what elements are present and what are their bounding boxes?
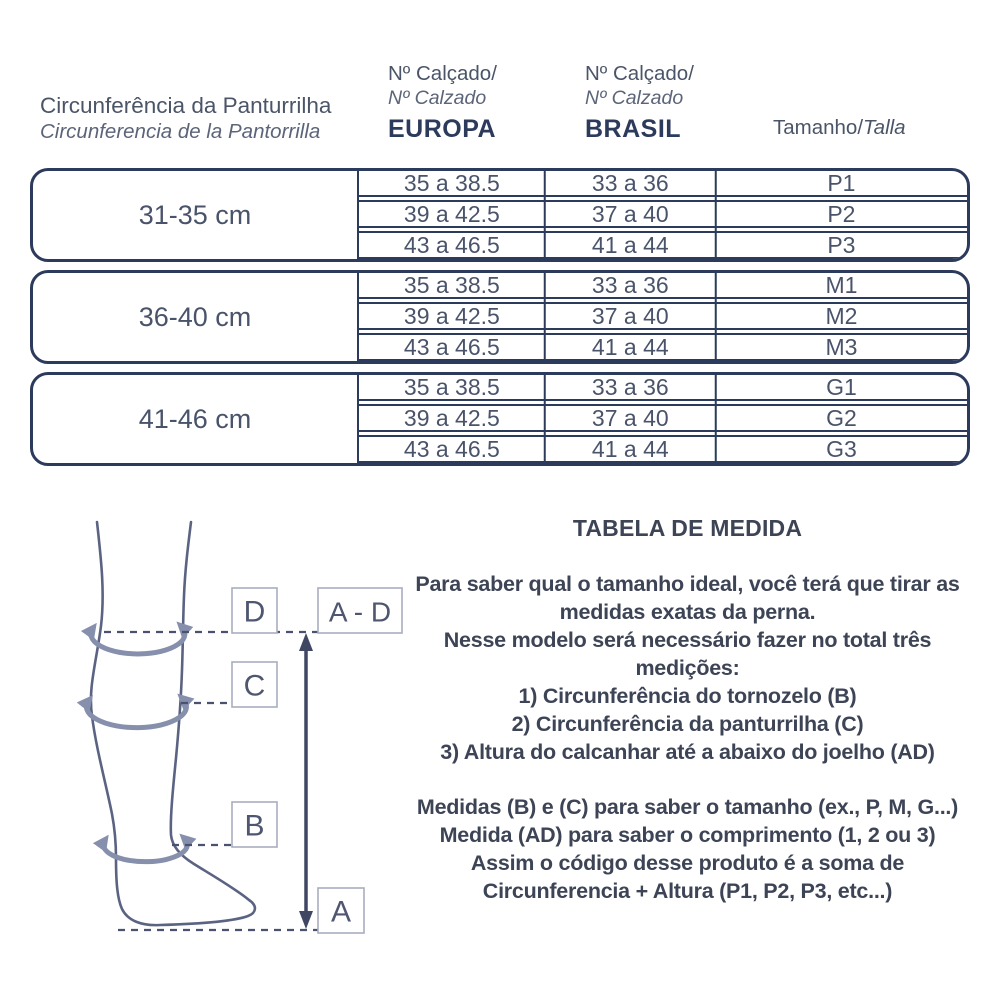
instructions-note-2: Medida (AD) para saber o comprimento (1, 2 ou 3) xyxy=(439,823,936,848)
brazil-shoe-range: 37 a 40 xyxy=(591,200,669,227)
size-code: M1 xyxy=(825,271,858,298)
size-label-es: Talla xyxy=(863,116,906,139)
table-row xyxy=(359,404,967,432)
label-a-d: A - D xyxy=(328,596,392,628)
size-code: G3 xyxy=(826,435,857,462)
arrow-up-icon xyxy=(299,633,313,651)
column-header-size xyxy=(773,116,906,140)
column-divider xyxy=(715,375,718,463)
table-row xyxy=(359,171,967,197)
size-code: G1 xyxy=(826,373,857,400)
spacer xyxy=(400,766,975,794)
europe-shoe-range: 43 a 46.5 xyxy=(403,231,500,258)
label-box-c xyxy=(232,662,277,707)
label-b: B xyxy=(244,809,265,843)
column-divider xyxy=(715,273,718,361)
europe-shoe-range: 43 a 46.5 xyxy=(403,435,500,462)
brazil-shoe-range: 41 a 44 xyxy=(591,231,669,258)
label-d: D xyxy=(243,595,266,629)
column-header-shoe-brazil xyxy=(585,62,694,144)
label-box-b xyxy=(232,802,277,847)
europe-shoe-range: 35 a 38.5 xyxy=(403,169,500,196)
measurement-instructions xyxy=(400,514,975,906)
size-code: G2 xyxy=(826,404,857,431)
instructions-intro-1: Para saber qual o tamanho ideal, você terá que tirar as medidas exatas da perna. xyxy=(415,571,960,624)
label-box-a xyxy=(318,888,364,933)
europe-shoe-range: 39 a 42.5 xyxy=(403,404,500,431)
circumference-arrow-icon xyxy=(91,626,185,654)
brazil-shoe-range: 37 a 40 xyxy=(591,302,669,329)
measurement-step-2: 2) Circunferência da panturrilha (C) xyxy=(511,711,864,736)
size-code: P2 xyxy=(827,200,856,227)
size-group-large xyxy=(30,372,970,466)
arrow-down-icon xyxy=(299,911,313,929)
table-row xyxy=(359,333,967,361)
shoe-size-label-pt: Nº Calçado/ xyxy=(585,62,694,85)
label-box-a-d xyxy=(318,588,402,633)
label-c: C xyxy=(243,669,266,703)
brazil-shoe-range: 41 a 44 xyxy=(591,333,669,360)
size-code: M3 xyxy=(825,333,858,360)
shoe-size-label-es: Nº Calzado xyxy=(388,86,487,109)
europe-shoe-range: 39 a 42.5 xyxy=(403,302,500,329)
shoe-size-label-es: Nº Calzado xyxy=(585,86,684,109)
size-code: M2 xyxy=(825,302,858,329)
brazil-shoe-range: 33 a 36 xyxy=(591,271,669,298)
europe-shoe-range: 43 a 46.5 xyxy=(403,333,500,360)
region-brazil-label: BRASIL xyxy=(585,114,682,143)
europe-shoe-range: 39 a 42.5 xyxy=(403,200,500,227)
brazil-shoe-range: 33 a 36 xyxy=(591,169,669,196)
shoe-size-label-pt: Nº Calçado/ xyxy=(388,62,497,85)
table-row xyxy=(359,273,967,299)
size-group-small xyxy=(30,168,970,262)
instructions-note-3: Assim o código desse produto é a soma de Circunferencia + Altura (P1, P2, P3, etc...) xyxy=(470,851,905,904)
size-label-pt: Tamanho/ xyxy=(773,116,864,139)
calf-range-value: 36-40 cm xyxy=(138,301,252,332)
calf-circumference-label-pt: Circunferência da Panturrilha xyxy=(40,93,332,118)
label-box-d xyxy=(232,588,277,633)
column-divider xyxy=(543,171,546,259)
region-europe-label: EUROPA xyxy=(388,114,497,143)
brazil-shoe-range: 37 a 40 xyxy=(591,404,669,431)
table-row xyxy=(359,375,967,401)
europe-shoe-range: 35 a 38.5 xyxy=(403,373,500,400)
size-group-medium xyxy=(30,270,970,364)
column-divider xyxy=(543,375,546,463)
instructions-intro-2: Nesse modelo será necessário fazer no total três medições: xyxy=(443,627,932,680)
measurement-step-3: 3) Altura do calcanhar até a abaixo do joelho (AD) xyxy=(440,739,935,764)
table-row xyxy=(359,231,967,259)
calf-range-value: 31-35 cm xyxy=(138,199,252,230)
calf-circumference-label-es: Circunferencia de la Pantorrilla xyxy=(40,119,321,143)
brazil-shoe-range: 33 a 36 xyxy=(591,373,669,400)
circumference-arrow-icon xyxy=(86,698,186,728)
instructions-title: TABELA DE MEDIDA xyxy=(572,515,803,541)
column-header-calf-circumference xyxy=(40,93,331,144)
label-a: A xyxy=(330,895,352,929)
column-divider xyxy=(715,171,718,259)
size-chart-table xyxy=(30,168,970,474)
measurement-diagram xyxy=(28,498,413,973)
column-header-shoe-europe xyxy=(388,62,497,144)
brazil-shoe-range: 41 a 44 xyxy=(591,435,669,462)
size-code: P3 xyxy=(827,231,856,258)
europe-shoe-range: 35 a 38.5 xyxy=(403,271,500,298)
table-row xyxy=(359,200,967,228)
table-row xyxy=(359,302,967,330)
table-row xyxy=(359,435,967,463)
column-divider xyxy=(543,273,546,361)
measurement-step-1: 1) Circunferência do tornozelo (B) xyxy=(518,683,857,708)
calf-range-value: 41-46 cm xyxy=(138,403,252,434)
size-code: P1 xyxy=(827,169,856,196)
instructions-note-1: Medidas (B) e (C) para saber o tamanho (ex., P, M, G...) xyxy=(416,795,959,820)
